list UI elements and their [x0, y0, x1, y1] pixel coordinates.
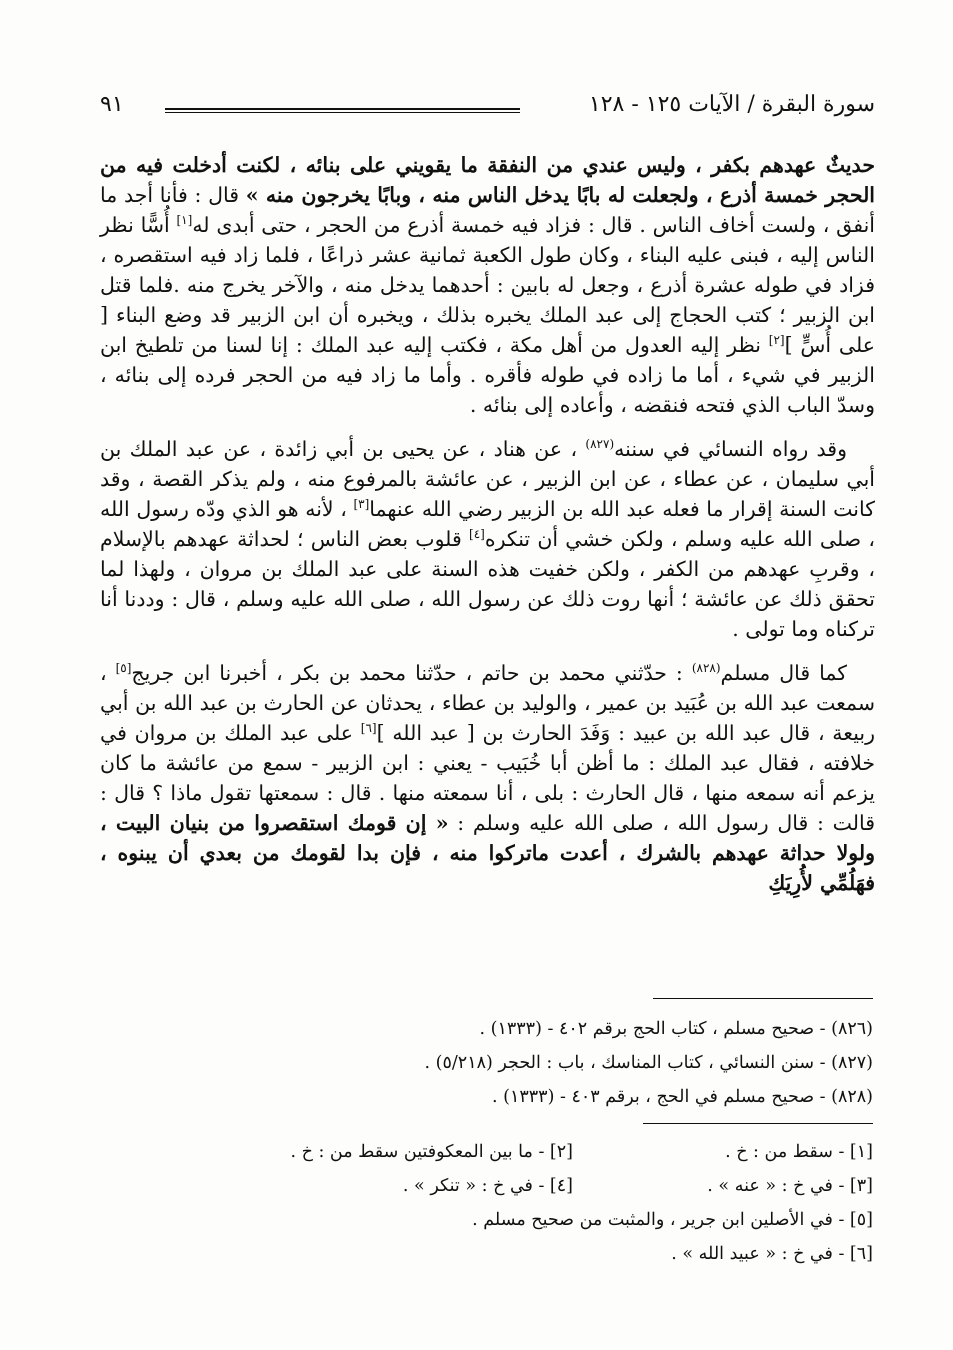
reference-footnotes: [93, 1012, 873, 1114]
textual-notes-row: [93, 1169, 873, 1203]
page-number: ٩١: [100, 92, 124, 117]
text-run: ، لأنه هو الذي ودّه رسول الله ، صلى الله عليه وسلم ، ولكن خشي أن تنكره: [100, 497, 875, 551]
text-run: أُسًّا نظر الناس إليه ، فبنى عليه البناء ، وكان طول الكعبة ثمانية عشر ذراعًا ، فلما زاد فيه استقصره ، فزاد في طوله عشرة أذرع ، وجعل له بابين : أحدهما يدخل منه ، والآخر يخرج منه .فلما قتل ابن الزبير ؛ كتب الحجاج إلى عبد الملك يخبره بذلك ، ويخبره أن ابن الزبير قد وضع البناء [ على أُسٍّ ]: [100, 213, 876, 357]
paragraph-1: [100, 150, 875, 420]
paragraph-2: [100, 434, 875, 644]
text-run: : حدّثني محمد بن حاتم ، حدّثنا محمد بن بكر ، أخبرنا ابن جريج: [131, 661, 692, 685]
text-run: وقد رواه النسائي في سننه: [614, 437, 848, 461]
textual-note: [٦] - في خ : « عبيد الله » .: [671, 1244, 873, 1264]
footnote-divider: [653, 998, 873, 999]
text-run: نظر إليه العدول من أهل مكة ، فكتب إليه عبد الملك : إنا لسنا من تلطيخ ابن الزبير في شيء ، أما ما زاده في طوله فأقره . وأما ما زاد فيه من الحجر فرده إلى بنائه ، وسدّ الباب الذي فتحه فنقضه ، وأعاده إلى بنائه .: [100, 333, 875, 417]
note-marker: [٥]: [115, 661, 132, 676]
text-run: كما قال مسلم: [720, 661, 847, 685]
main-text: [100, 150, 875, 912]
reference-footnote: (٨٢٧) - سنن النسائي ، كتاب المناسك ، باب : الحجر (٥/٢١٨) .: [424, 1053, 873, 1073]
reference-marker: (٨٢٧): [585, 437, 615, 452]
note-marker: [٤]: [469, 527, 485, 542]
reference-footnote: (٨٢٨) - صحيح مسلم في الحج ، برقم ٤٠٣ - (١٣٣٣) .: [492, 1087, 873, 1107]
text-run: ، عن هناد ، عن يحيى بن أبي زائدة ، عن عبد الملك بن أبي سليمان ، عن عطاء ، عن ابن الزبير ، عن عائشة بالمرفوع منه ، ولم يذكر القصة ، وقد كانت السنة إقرار ما فعله عبد الله بن الزبير رضي الله عنهما: [100, 437, 875, 521]
text-run: قلوب بعض الناس ؛ لحداثة عهدهم بالإسلام ، وقربِ عهدهم من الكفر ، ولكن خفيت هذه السنة على عبد الملك بن مروان ، ولهذا لما تحقق ذلك عن عائشة ؛ أنها روت ذلك عن رسول الله ، صلى الله عليه وسلم ، قال : وددنا أنا تركناه وما تولى .: [100, 527, 875, 641]
reference-footnote: (٨٢٦) - صحيح مسلم ، كتاب الحج برقم ٤٠٢ - (١٣٣٣) .: [479, 1019, 873, 1039]
textual-note: [٢] - ما بين المعكوفتين سقط من : خ .: [290, 1142, 573, 1162]
textual-notes: [93, 1135, 873, 1271]
textual-note: [٣] - في خ : « عنه » .: [707, 1176, 873, 1196]
running-header: [95, 88, 875, 128]
text-run: قال : فأنا أجد ما أنفق ، ولست أخاف الناس . قال : فزاد فيه خمسة أذرع من الحجر ، حتى أبدى له: [100, 183, 875, 237]
textual-note: [٥] - في الأصلين ابن جرير ، والمثبت من صحيح مسلم .: [472, 1210, 873, 1230]
note-marker: [٦]: [360, 721, 377, 736]
reference-marker: (٨٢٨): [691, 661, 721, 676]
note-marker: [٢]: [768, 333, 785, 348]
note-marker: [٣]: [353, 497, 370, 512]
text-run: على عبد الملك بن مروان في خلافته ، فقال عبد الملك : ما أظن أبا خُبَيب - يعني : ابن الزبير - سمع من عائشة ما كان يزعم أنه سمعه منها ، قال الحارث : بلى ، أنا سمعته منها . قال : سمعتها تقول ماذا ؟ قال : قالت : قال رسول الله ، صلى الله عليه وسلم :: [100, 721, 876, 835]
header-rule: [165, 108, 520, 113]
textual-notes-row: [93, 1135, 873, 1169]
hadith-text: « إن قومك استقصروا من بنيان البيت ، ولولا حداثة عهدهم بالشرك ، أعدت ماتركوا منه ، فإن بدا لقومك من بعدي أن يبنوه ، فهَلُمِّي لأُرِيَكِ: [100, 811, 875, 895]
note-marker: [١]: [176, 213, 193, 228]
hadith-text: حديثٌ عهدهم بكفر ، وليس عندي من النفقة ما يقويني على بنائه ، لكنت أدخلت فيه من الحجر خمسة أذرع ، ولجعلت له بابًا يدخل الناس منه ، وبابًا يخرجون منه »: [100, 153, 876, 207]
textual-note: [١] - سقط من : خ .: [725, 1142, 873, 1162]
text-run: ، سمعت عبد الله بن عُبَيد بن عمير ، والوليد بن عطاء ، يحدثان عن الحارث بن عبد الله بن أبي ربيعة ، قال عبد الله بن عبيد : وَفَدَ الحارث بن [ عبد الله ]: [100, 661, 875, 745]
textual-notes-divider: [643, 1123, 873, 1124]
paragraph-3: [100, 658, 875, 898]
textual-note: [٤] - في خ : « تنكر » .: [402, 1176, 573, 1196]
surah-heading: سورة البقرة / الآيات ١٢٥ - ١٢٨: [588, 92, 875, 117]
